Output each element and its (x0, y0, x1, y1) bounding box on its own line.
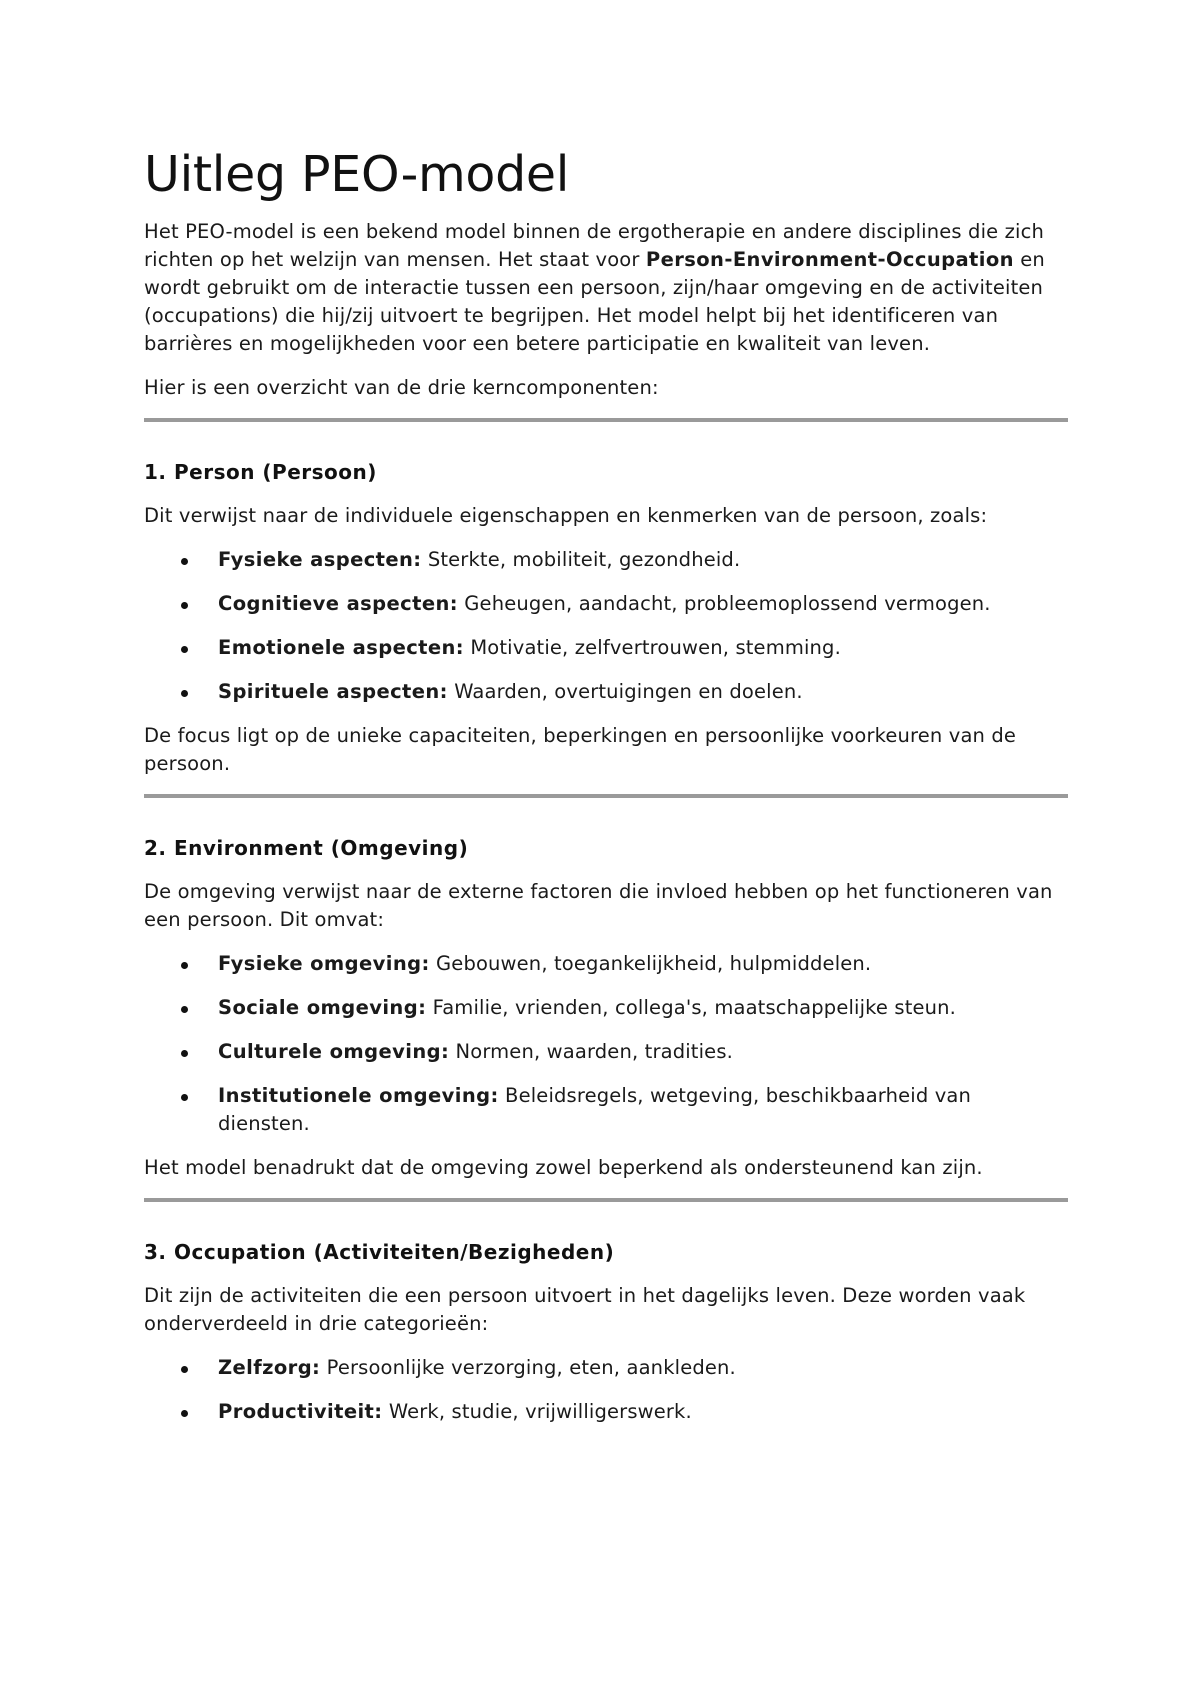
list-item-term: Sociale omgeving: (218, 996, 427, 1019)
list-item-desc: Familie, vrienden, collega's, maatschappelijke steun. (426, 996, 957, 1019)
section-lead: Dit verwijst naar de individuele eigenschappen en kenmerken van de persoon, zoals: (144, 504, 988, 527)
list-item (144, 546, 1068, 574)
list-item (144, 678, 1068, 706)
section-divider (144, 418, 1068, 422)
intro-text-before: Het PEO-model is een bekend model binnen de ergotherapie en andere disciplines die zich richten op het welzijn van mensen. Het staat voor (144, 220, 1044, 271)
list-item (144, 1398, 1068, 1426)
list-item-term: Fysieke aspecten: (218, 548, 422, 571)
intro-bold-term: Person-Environment-Occupation (645, 248, 1014, 271)
section-divider (144, 794, 1068, 798)
section-closing: De focus ligt op de unieke capaciteiten, beperkingen en persoonlijke voorkeuren van de persoon. (144, 724, 1017, 775)
bullet-icon (181, 602, 188, 609)
page-title: Uitleg PEO-model (144, 146, 570, 203)
bullet-list (144, 1354, 1068, 1426)
list-item-desc: Geheugen, aandacht, probleemoplossend vermogen. (457, 592, 991, 615)
section-closing: Het model benadrukt dat de omgeving zowel beperkend als ondersteunend kan zijn. (144, 1156, 983, 1179)
document-page (144, 146, 1068, 1442)
section-lead: De omgeving verwijst naar de externe factoren die invloed hebben op het functioneren van een persoon. Dit omvat: (144, 880, 1053, 931)
list-item-term: Emotionele aspecten: (218, 636, 464, 659)
list-item-desc: Beleidsregels, wetgeving, beschikbaarheid van diensten. (218, 1084, 972, 1135)
bullet-list (144, 950, 1068, 1138)
section-lead: Dit zijn de activiteiten die een persoon uitvoert in het dagelijks leven. Deze worden vaak onderverdeeld in drie categorieën: (144, 1284, 1026, 1335)
list-item (144, 590, 1068, 618)
list-item-term: Spirituele aspecten: (218, 680, 448, 703)
bullet-list (144, 546, 1068, 706)
bullet-icon (181, 646, 188, 653)
list-item-desc: Waarden, overtuigingen en doelen. (447, 680, 803, 703)
section-heading-environment: 2. Environment (Omgeving) (144, 836, 469, 860)
list-item (144, 1038, 1068, 1066)
list-item (144, 994, 1068, 1022)
overview-paragraph: Hier is een overzicht van de drie kerncomponenten: (144, 376, 659, 399)
bullet-icon (181, 1006, 188, 1013)
intro-paragraph (144, 218, 1068, 358)
list-item-term: Productiviteit: (218, 1400, 383, 1423)
list-item-desc: Sterkte, mobiliteit, gezondheid. (421, 548, 741, 571)
list-item-term: Fysieke omgeving: (218, 952, 430, 975)
list-item-term: Zelfzorg: (218, 1356, 321, 1379)
bullet-icon (181, 1366, 188, 1373)
bullet-icon (181, 558, 188, 565)
list-item-desc: Persoonlijke verzorging, eten, aankleden. (320, 1356, 736, 1379)
list-item-term: Cognitieve aspecten: (218, 592, 458, 615)
list-item (144, 1082, 1068, 1138)
bullet-icon (181, 1050, 188, 1057)
section-heading-occupation: 3. Occupation (Activiteiten/Bezigheden) (144, 1240, 615, 1264)
list-item (144, 1354, 1068, 1382)
list-item (144, 634, 1068, 662)
list-item-term: Institutionele omgeving: (218, 1084, 499, 1107)
list-item-term: Culturele omgeving: (218, 1040, 450, 1063)
section-divider (144, 1198, 1068, 1202)
section-heading-person: 1. Person (Persoon) (144, 460, 377, 484)
list-item-desc: Motivatie, zelfvertrouwen, stemming. (463, 636, 841, 659)
bullet-icon (181, 1094, 188, 1101)
list-item-desc: Normen, waarden, tradities. (449, 1040, 733, 1063)
list-item-desc: Werk, studie, vrijwilligerswerk. (382, 1400, 692, 1423)
bullet-icon (181, 962, 188, 969)
list-item-desc: Gebouwen, toegankelijkheid, hulpmiddelen. (429, 952, 872, 975)
list-item (144, 950, 1068, 978)
bullet-icon (181, 690, 188, 697)
intro-text-after: en wordt gebruikt om de interactie tussen een persoon, zijn/haar omgeving en de activiteiten (occupations) die hij/zij uitvoert te begrijpen. Het model helpt bij het identificeren van barrières en mogelijkheden voor een betere participatie en kwaliteit van leven. (144, 248, 1045, 355)
bullet-icon (181, 1410, 188, 1417)
